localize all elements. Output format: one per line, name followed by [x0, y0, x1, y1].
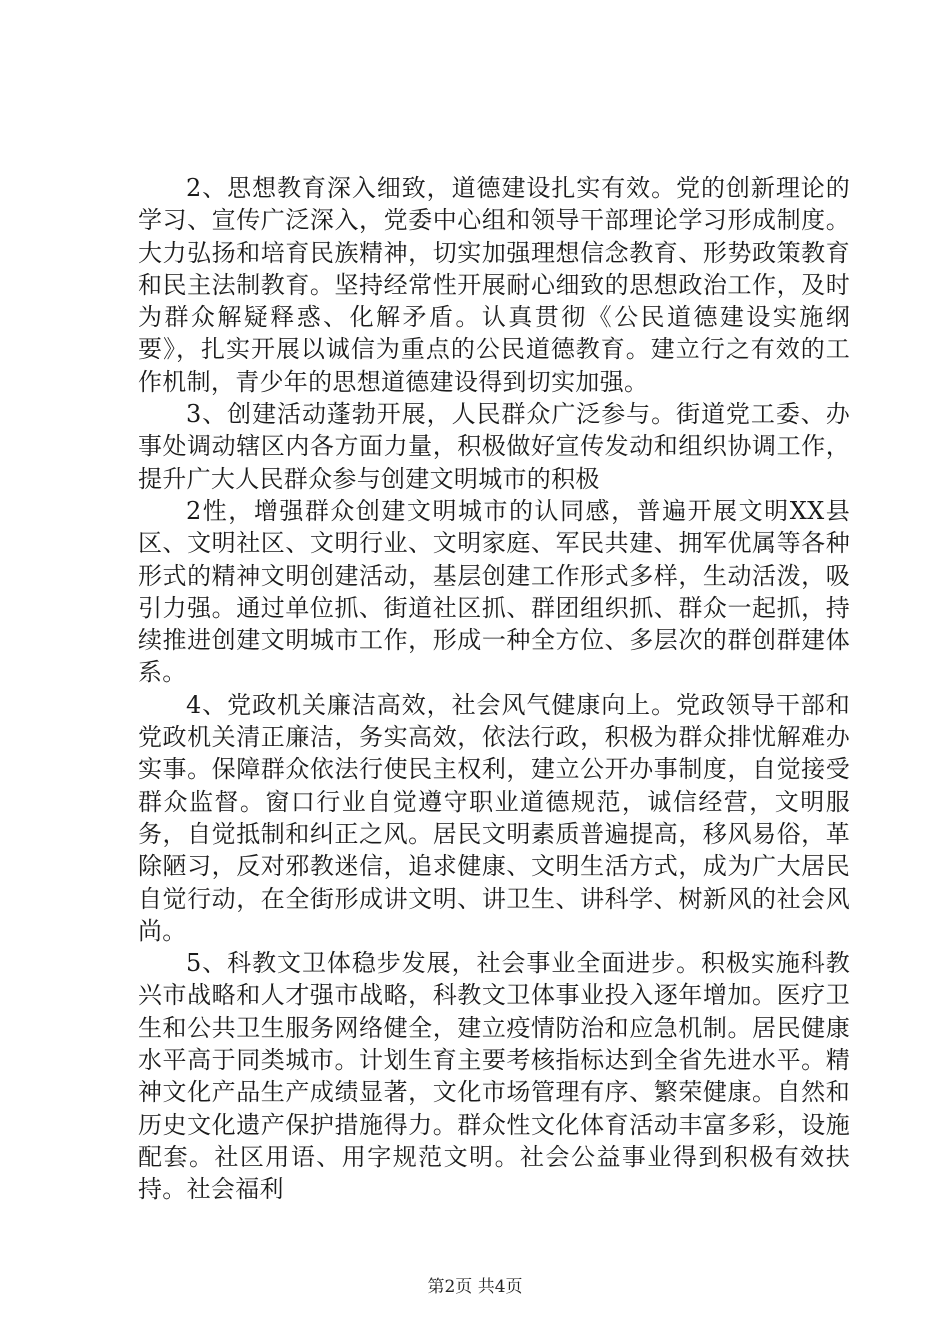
page-number-footer: 第2页 共4页 — [427, 1277, 523, 1297]
document-body — [138, 172, 850, 1206]
paragraph-creation-activities-continued: 2性，增强群众创建文明城市的认同感，普遍开展文明XX县区、文明社区、文明行业、文明家庭、军民共建、拥军优属等各种形式的精神文明创建活动，基层创建工作形式多样，生动活泼，吸引力强。通过单位抓、街道社区抓、群团组织抓、群众一起抓，持续推进创建文明城市工作，形成一种全方位、多层次的群创群建体系。 — [138, 496, 850, 687]
paragraph-ideological-education: 2、思想教育深入细致，道德建设扎实有效。党的创新理论的学习、宣传广泛深入，党委中心组和领导干部理论学习形成制度。大力弘扬和培育民族精神，切实加强理想信念教育、形势政策教育和民主法制教育。坚持经常性开展耐心细致的思想政治工作，及时为群众解疑释惑、化解矛盾。认真贯彻《公民道德建设实施纲要》，扎实开展以诚信为重点的公民道德教育。建立行之有效的工作机制，青少年的思想道德建设得到切实加强。 — [138, 174, 850, 396]
paragraph-party-government: 4、党政机关廉洁高效，社会风气健康向上。党政领导干部和党政机关清正廉洁，务实高效，依法行政，积极为群众排忧解难办实事。保障群众依法行使民主权利，建立公开办事制度，自觉接受群众监督。窗口行业自觉遵守职业道德规范，诚信经营，文明服务，自觉抵制和纠正之风。居民文明素质普遍提高，移风易俗，革除陋习，反对邪教迷信，追求健康、文明生活方式，成为广大居民自觉行动，在全街形成讲文明、讲卫生、讲科学、树新风的社会风尚。 — [138, 690, 850, 945]
paragraph-creation-activities: 3、创建活动蓬勃开展，人民群众广泛参与。街道党工委、办事处调动辖区内各方面力量，积极做好宣传发动和组织协调工作，提升广大人民群众参与创建文明城市的积极 — [138, 400, 850, 493]
paragraph-science-education: 5、科教文卫体稳步发展，社会事业全面进步。积极实施科教兴市战略和人才强市战略，科教文卫体事业投入逐年增加。医疗卫生和公共卫生服务网络健全，建立疫情防治和应急机制。居民健康水平高于同类城市。计划生育主要考核指标达到全省先进水平。精神文化产品生产成绩显著，文化市场管理有序、繁荣健康。自然和历史文化遗产保护措施得力。群众性文化体育活动丰富多彩，设施配套。社区用语、用字规范文明。社会公益事业得到积极有效扶持。社会福利 — [138, 949, 850, 1204]
